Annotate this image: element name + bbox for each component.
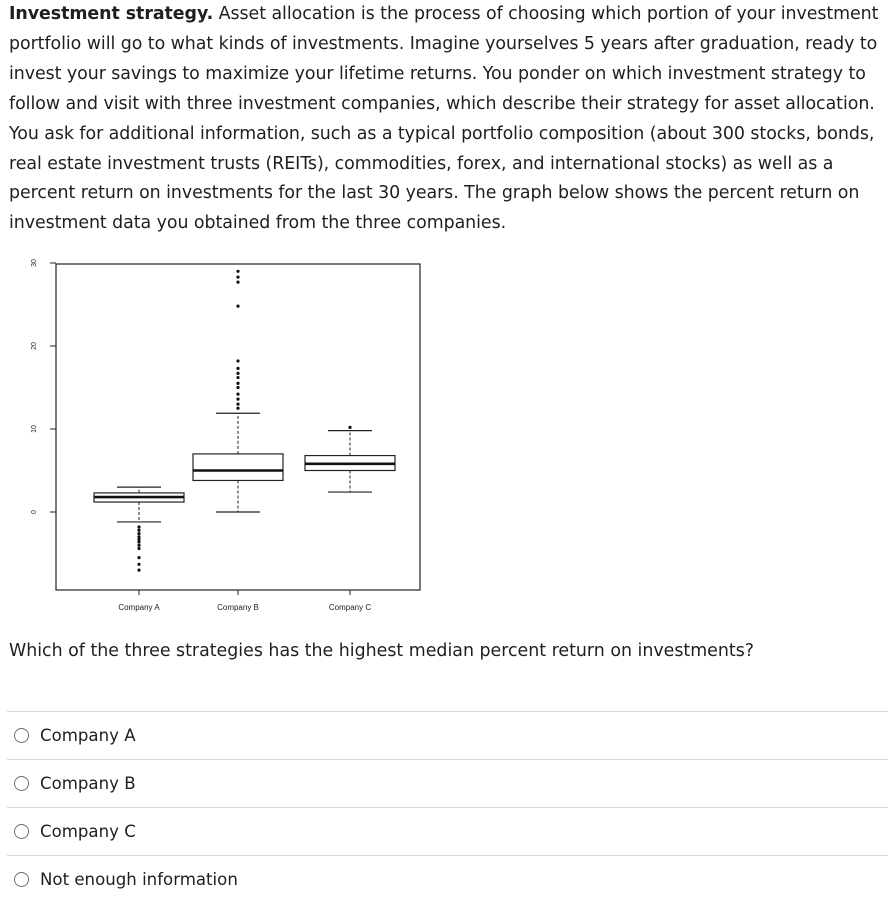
x-tick-label: Company A xyxy=(118,603,160,612)
outlier-point xyxy=(236,367,239,370)
box-iqr xyxy=(193,454,283,481)
outlier-point xyxy=(137,563,140,566)
question-intro xyxy=(9,0,879,239)
outlier-point xyxy=(236,270,239,273)
outlier-point xyxy=(236,386,239,389)
outlier-point xyxy=(137,532,140,535)
outlier-point xyxy=(236,398,239,401)
radio-icon[interactable] xyxy=(14,776,29,791)
y-tick-label: 30 xyxy=(31,259,38,267)
radio-icon[interactable] xyxy=(14,824,29,839)
outlier-point xyxy=(137,540,140,543)
outlier-point xyxy=(137,544,140,547)
intro-text: Asset allocation is the process of choosing which portion of your investment portfolio will go to what kinds of investments. Imagine yourselves 5 years after graduation, ready to invest your savings to maximize your lifetime returns. You ponder on which investment strategy to follow and visit with three investment companies, which describe their strategy for asset allocation. You ask for additional information, such as a typical portfolio composition (about 300 stocks, bonds, real estate investment trusts (REITs), commodities, forex, and international stocks) as well as a percent return on investments for the last 30 years. The graph below shows the percent return on investment data you obtained from the three companies. xyxy=(9,4,879,234)
outlier-point xyxy=(236,403,239,406)
radio-icon[interactable] xyxy=(14,872,29,887)
question-text: Which of the three strategies has the highest median percent return on investments? xyxy=(9,641,755,661)
choice-label: Company A xyxy=(40,726,136,745)
y-tick-label: 10 xyxy=(31,425,38,433)
radio-icon[interactable] xyxy=(14,728,29,743)
outlier-point xyxy=(236,382,239,385)
y-tick-label: 20 xyxy=(31,342,38,350)
choice-not-enough-info[interactable] xyxy=(7,855,888,903)
intro-heading: Investment strategy. xyxy=(9,4,214,24)
boxplot-svg xyxy=(20,250,440,630)
choice-label: Company B xyxy=(40,774,136,793)
choice-company-b[interactable] xyxy=(7,759,888,807)
outlier-point xyxy=(236,372,239,375)
outlier-point xyxy=(137,525,140,528)
outlier-point xyxy=(236,305,239,308)
choice-company-a[interactable] xyxy=(7,711,888,759)
x-tick-label: Company C xyxy=(328,603,372,612)
choice-company-c[interactable] xyxy=(7,807,888,855)
outlier-point xyxy=(348,426,351,429)
boxplot-chart xyxy=(20,250,440,630)
outlier-point xyxy=(137,569,140,572)
outlier-point xyxy=(236,393,239,396)
y-tick-label: 0 xyxy=(31,510,38,514)
outlier-point xyxy=(236,276,239,279)
outlier-point xyxy=(137,556,140,559)
x-tick-label: Company B xyxy=(217,603,259,612)
outlier-point xyxy=(137,529,140,532)
outlier-point xyxy=(236,359,239,362)
outlier-point xyxy=(236,376,239,379)
outlier-point xyxy=(236,280,239,283)
choice-label: Company C xyxy=(40,822,136,841)
choice-label: Not enough information xyxy=(40,870,238,889)
answer-choices xyxy=(7,711,888,903)
outlier-point xyxy=(137,547,140,550)
outlier-point xyxy=(236,407,239,410)
